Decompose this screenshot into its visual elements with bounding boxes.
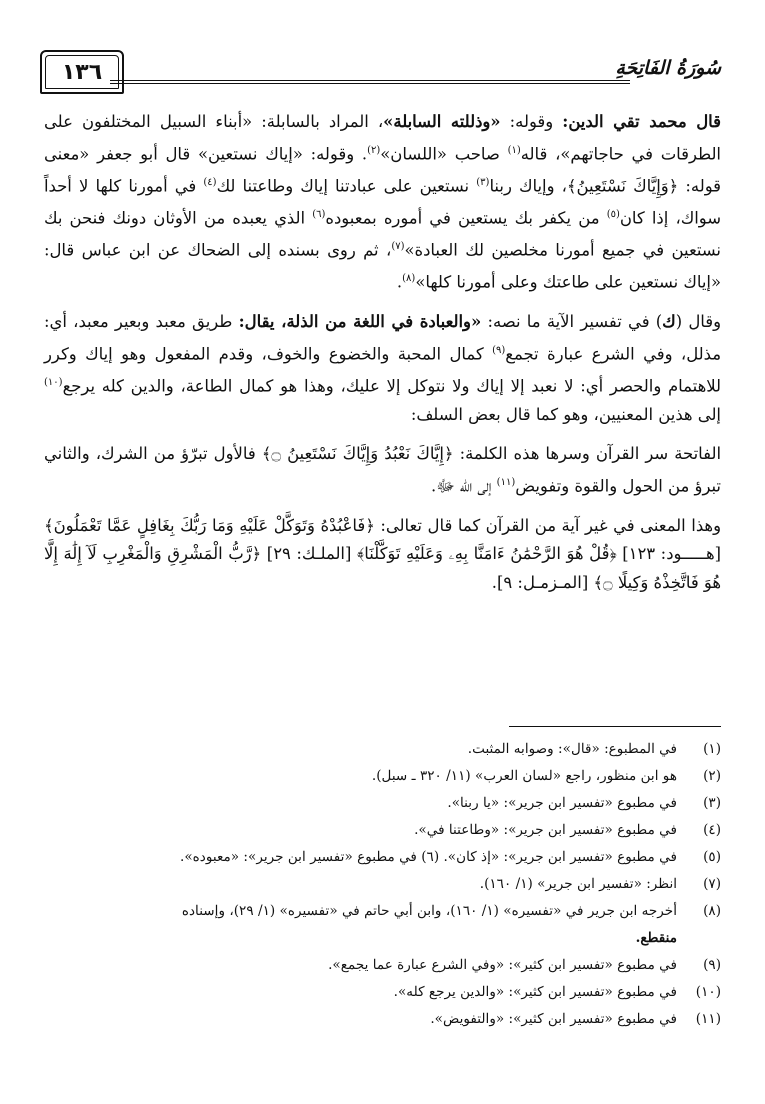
footnote-number: (٣) [703, 795, 721, 811]
footnote-text: هو ابن منظور، راجع «لسان العرب» (١١/ ٣٢٠ ـ سبل). [371, 768, 677, 784]
footnote-11 [44, 1006, 721, 1033]
footnote-4 [44, 817, 721, 844]
footnote-3 [44, 790, 721, 817]
footnote-ref: (١١) [496, 476, 516, 488]
paragraph-1 [44, 108, 721, 297]
text-run: إلى الله ﷻ. [430, 476, 497, 496]
footnote-2 [44, 763, 721, 790]
footnote-number: (١٠) [695, 984, 721, 1000]
text-run: . [396, 272, 403, 292]
footnote-text: في مطبوع «تفسير ابن جرير»: «وطاعتنا في». [414, 822, 677, 838]
footnote-9 [44, 952, 721, 979]
text-run: وهذا المعنى في غير آية من القرآن كما قال تعالى: ﴿فَاعْبُدْهُ وَتَوَكَّلْ عَلَيْهِ وَمَا رَبُّكَ بِغَافِلٍ عَمَّا تَعْمَلُونَ﴾ [هـــــود: ١٢٣] ﴿قُلْ هُوَ الرَّحْمَٰنُ ءَامَنَّا بِهِۦ وَعَلَيْهِ تَوَكَّلْنَا﴾ [الملـك: ٢٩] ﴿رَّبُّ الْمَشْرِقِ وَالْمَغْرِبِ لَآ إِلَٰهَ إِلَّا هُوَ فَاتَّخِذْهُ وَكِيلًا ۝﴾ [المـزمـل: ٩]. [44, 515, 722, 593]
main-text [44, 108, 721, 598]
text-run: وقوله: [500, 112, 563, 131]
footnote-text: في مطبوع «تفسير ابن كثير»: «وفي الشرع عبارة عما يجمع». [328, 957, 677, 973]
text-run: الذي يعبده من الأوثان دونك فنحن بك نستعين في جميع أمورنا مخلصين لك العبادة» [44, 208, 721, 260]
footnote-8-continued [44, 925, 721, 952]
text-run: إلى هذين المعنيين، وهو كما قال بعض السلف: [410, 404, 721, 424]
footnote-ref: (٨) [402, 272, 416, 284]
footnote-1 [44, 736, 721, 763]
footnote-text: في مطبوع «تفسير ابن جرير»: «يا ربنا». [447, 795, 677, 811]
footnote-number: (٧) [703, 876, 721, 892]
text-run: نستعين على عبادتنا إياك وطاعتنا لك [216, 176, 477, 196]
footnote-8 [44, 898, 721, 925]
footnote-7 [44, 871, 721, 898]
footnote-ref: (٩) [492, 344, 506, 356]
text-run: الفاتحة سر القرآن وسرها هذه الكلمة: ﴿إِيَّاكَ نَعْبُدُ وَإِيَّاكَ نَسْتَعِينُ ۝﴾ فالأول تبرّؤ من الشرك، والثاني تبرؤ من الحول والقوة وتفويض [44, 444, 721, 496]
footnote-text: في مطبوع «تفسير ابن كثير»: «والدين يرجع كله». [393, 984, 677, 1000]
paragraph-2 [44, 308, 721, 429]
text-run: طريق معبد وبعير معبد، أي: مذلل، وفي الشرع عبارة تجمع [44, 311, 721, 363]
paragraph-3 [44, 440, 721, 501]
footnote-ref: (٥) [606, 208, 620, 220]
footnote-number: (٨) [703, 903, 721, 919]
text-run: في أمورنا كلها لا أحداً سواك، إذا كان [44, 176, 722, 228]
footnote-text: أخرجه ابن جرير في «تفسيره» (١/ ١٦٠)، وابن أبي حاتم في «تفسيره» (١/ ٢٩)، وإسناده [181, 903, 677, 919]
surah-title: سُورَةُ الفَاتِحَةِ [615, 57, 721, 79]
footnote-text: منقطع. [635, 930, 677, 946]
text-run: . وقوله: «إياك نستعين» قال أبو جعفر «معنى قوله: ﴿وَإِيَّاكَ نَسْتَعِينُ﴾، وإياك ربنا [44, 144, 721, 196]
footnote-number: (٥) [703, 849, 721, 865]
footnote-number: (٢) [703, 768, 721, 784]
footnote-ref: (٧) [391, 240, 405, 252]
footnote-ref: (٣) [476, 176, 490, 188]
footnote-ref: (٦) [312, 208, 326, 220]
page-number-frame [40, 50, 124, 94]
bold-run: قال محمد تقي الدين: [562, 112, 721, 131]
footnote-text: في مطبوع «تفسير ابن جرير»: «إذ كان». (٦) في مطبوع «تفسير ابن جرير»: «معبوده». [180, 849, 677, 865]
text-run: صاحب «اللسان» [380, 144, 508, 164]
footnotes [44, 736, 721, 1033]
footnote-5-6 [44, 844, 721, 871]
footnote-divider [509, 726, 721, 727]
text-run: ، المراد بالسابلة: «أبناء السبيل المختلفون على الطرقات في حاجاتهم»، قاله [44, 112, 721, 164]
header-rule [110, 80, 630, 84]
footnote-text: في المطبوع: «قال»: وصوابه المثبت. [467, 741, 677, 757]
footnote-ref: (٤) [203, 176, 217, 188]
footnote-10 [44, 979, 721, 1006]
footnote-number: (١١) [695, 1011, 721, 1027]
text-run: كمال المحبة والخضوع والخوف، وقدم المفعول وهو إياك وكرر للاهتمام والحصر أي: لا نعبد إلا إياك ولا نتوكل إلا عليك، وهذا هو كمال الطاعة، والدين كله يرجع [44, 343, 721, 396]
footnote-ref: (١) [507, 144, 521, 156]
bold-run: «وذللته السابلة» [383, 112, 501, 131]
text-run: ، ثم روى بسنده إلى الضحاك عن ابن عباس قال: «إياك نستعين على طاعتك وعلى أمورنا كلها» [44, 240, 721, 292]
footnote-text: انظر: «تفسير ابن جرير» (١/ ١٦٠). [479, 876, 677, 892]
paragraph-4 [44, 512, 721, 598]
page-number: ١٣٦ [61, 59, 103, 85]
footnote-text: في مطبوع «تفسير ابن كثير»: «والتفويض». [430, 1011, 677, 1027]
page-header [40, 50, 725, 96]
footnote-number: (٩) [703, 957, 721, 973]
footnote-number: (٤) [703, 822, 721, 838]
bold-run: ك [662, 311, 676, 331]
bold-run: «والعبادة في اللغة من الذلة، يقال: [238, 311, 482, 331]
text-run: من يكفر بك يستعين في أموره بمعبوده [325, 208, 607, 228]
footnote-ref: (٢) [367, 144, 381, 156]
footnote-number: (١) [703, 741, 721, 757]
text-run: وقال ( [675, 311, 721, 331]
footnote-ref: (١٠) [44, 376, 63, 388]
text-run: ) في تفسير الآية ما نصه: [481, 311, 663, 331]
